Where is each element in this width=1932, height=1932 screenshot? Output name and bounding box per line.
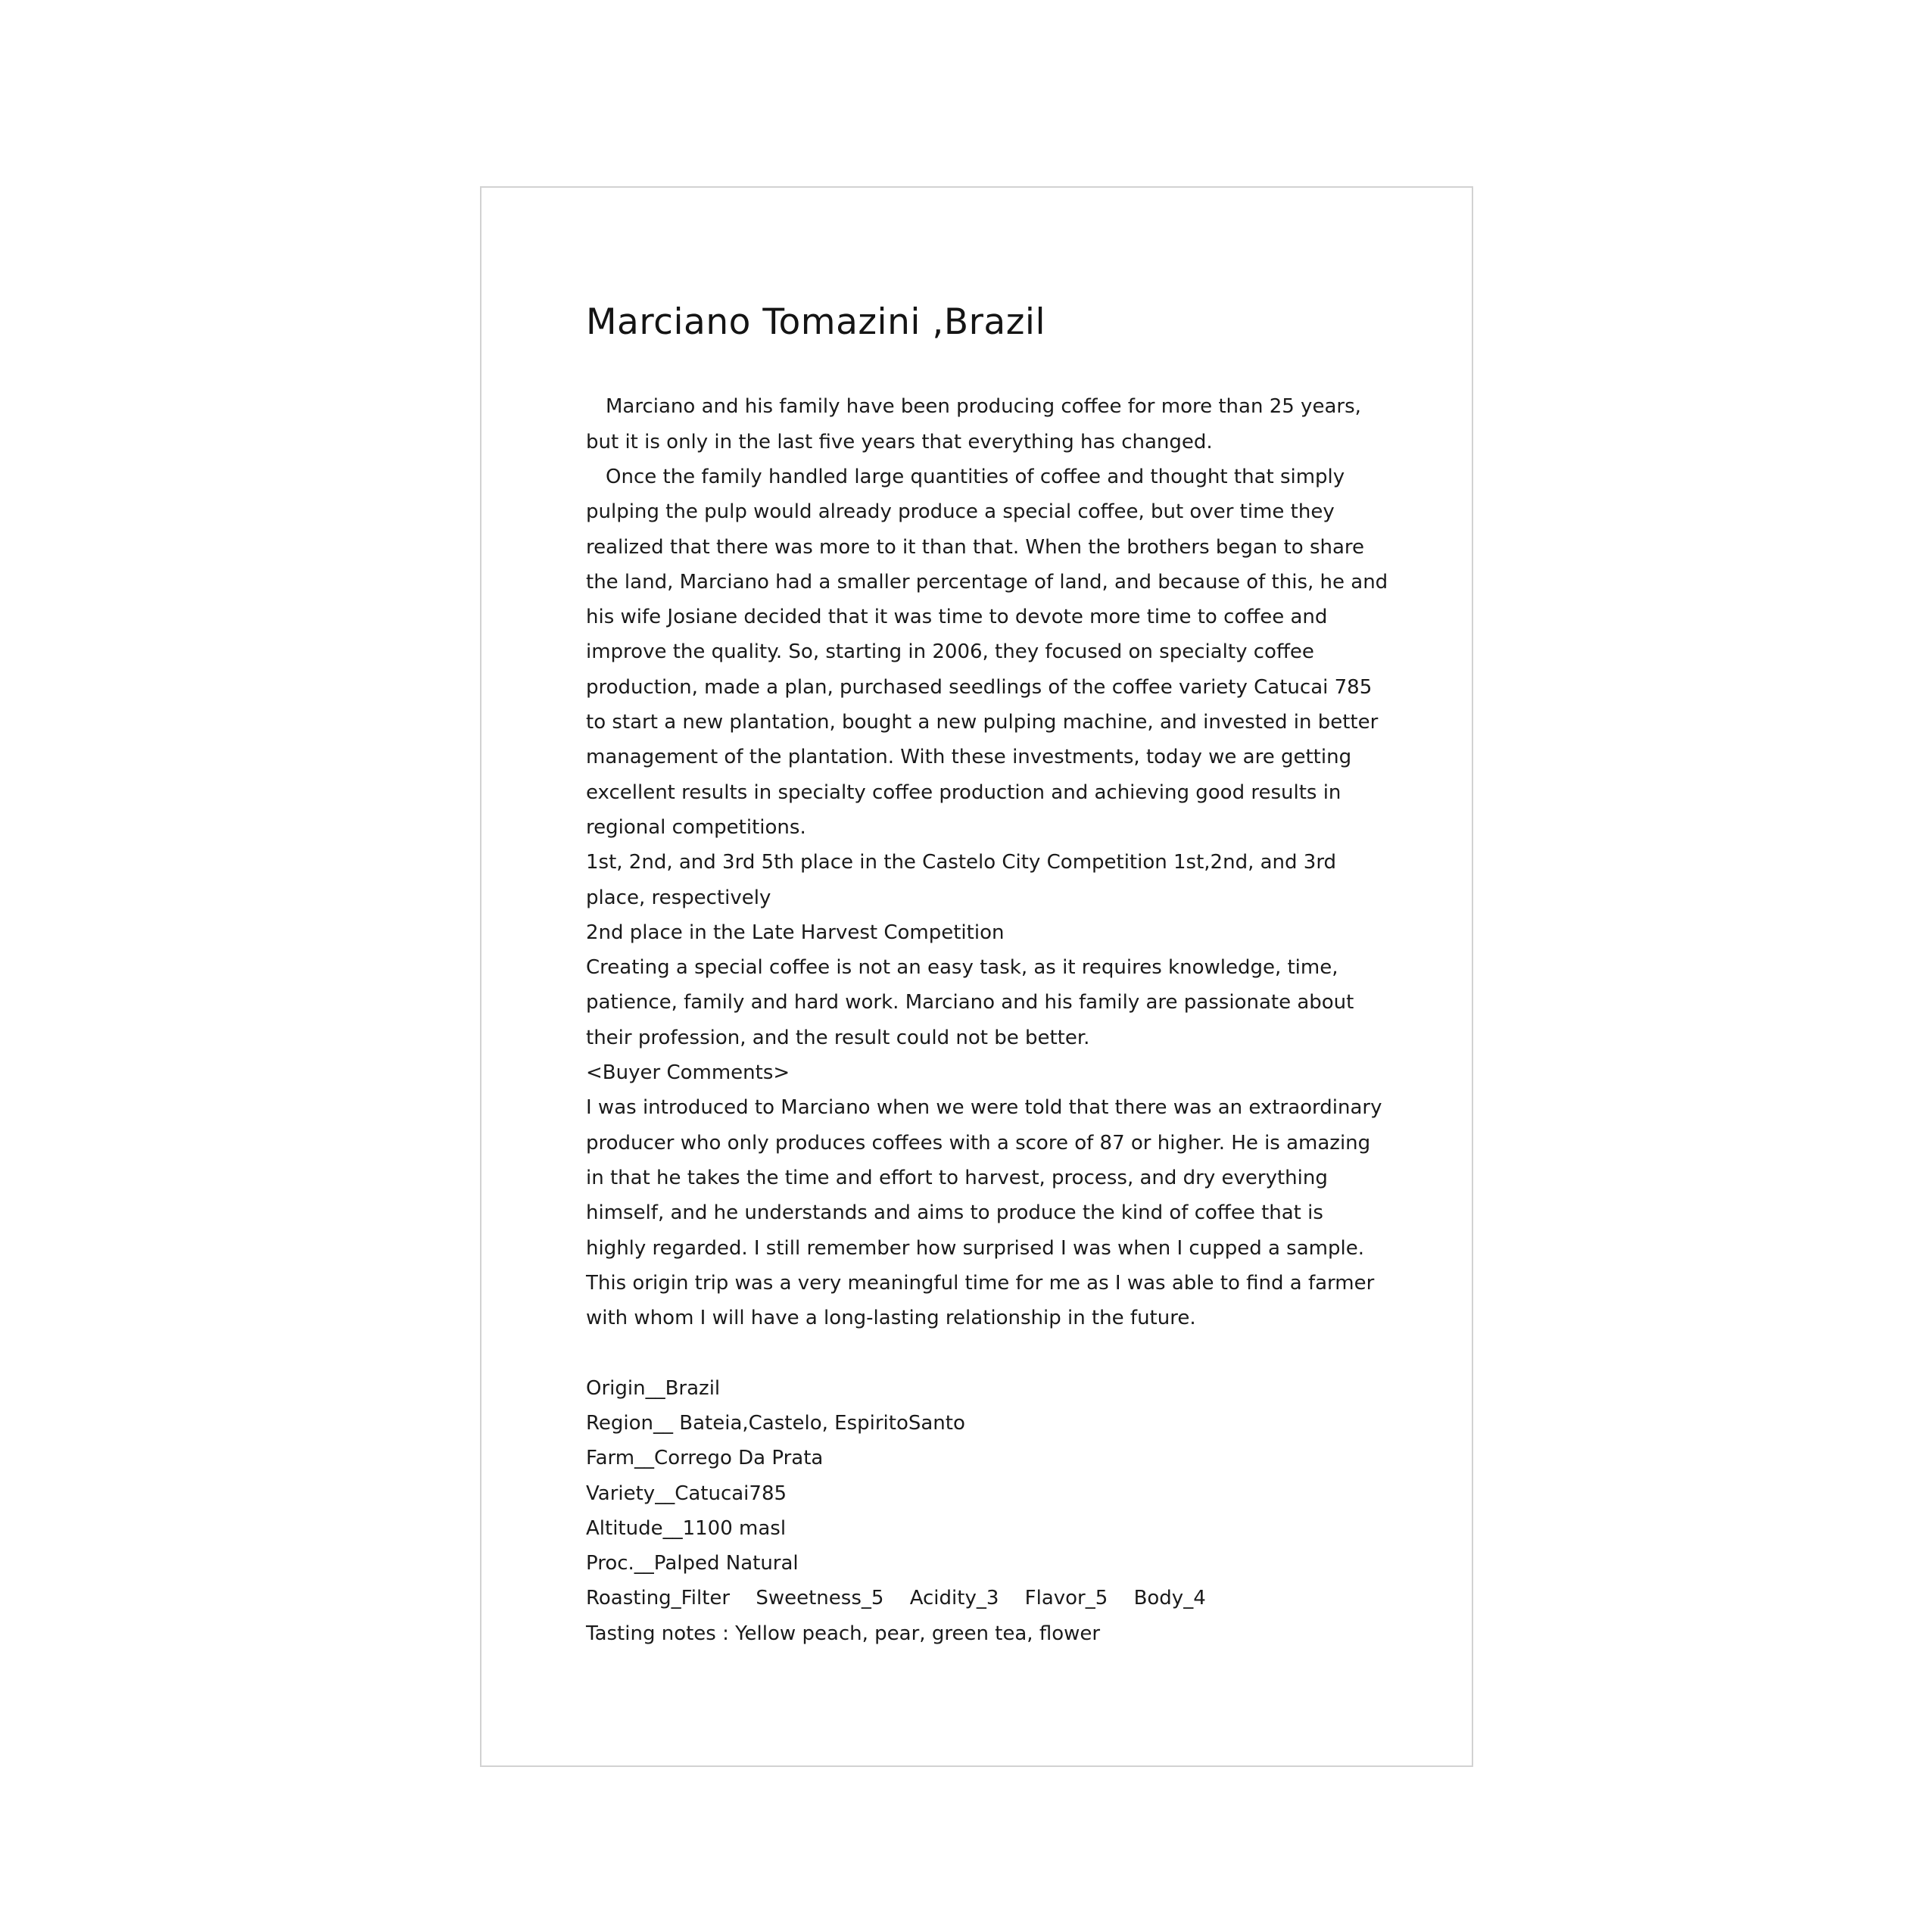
- intro-paragraph: Marciano and his family have been producing coffee for more than 25 years, but it is only in the last five years that everything has changed.: [586, 395, 1361, 453]
- buyer-comment-paragraph: I was introduced to Marciano when we were told that there was an extraordinary producer who only produces coffees with a score of 87 or higher. He is amazing in that he takes the time and effort to harvest, process, and dry everything himself, and he understands and aims to produce the kind of coffee that is highly regarded. I still remember how surprised I was when I cupped a sample. This origin trip was a very meaningful time for me as I was able to find a farmer with whom I will have a long-lasting relationship in the future.: [586, 1096, 1382, 1330]
- story-paragraph: Once the family handled large quantities of coffee and thought that simply pulping the pulp would already produce a special coffee, but over time they realized that there was more to it than that. When the brothers began to share the land, Marciano had a smaller percentage of land, and because of this, he and his wife Josiane decided that it was time to devote more time to coffee and improve the quality. So, starting in 2006, they focused on specialty coffee production, made a plan, purchased seedlings of the coffee variety Catucai 785 to start a new plantation, bought a new pulping machine, and invested in better management of the plantation. With these investments, today we are getting excellent results in specialty coffee production and achieving good results in regional competitions.: [586, 465, 1388, 839]
- award-line-2: 2nd place in the Late Harvest Competition: [586, 921, 1005, 944]
- spec-variety: Variety__Catucai785: [586, 1482, 787, 1505]
- description-body: [586, 389, 1388, 1651]
- spec-farm: Farm__Corrego Da Prata: [586, 1447, 824, 1470]
- page-title: Marciano Tomazini ,Brazil: [586, 301, 1045, 343]
- spec-region: Region__ Bateia,Castelo, EspiritoSanto: [586, 1412, 965, 1435]
- closing-paragraph: Creating a special coffee is not an easy task, as it requires knowledge, time, patience, family and hard work. Marciano and his family are passionate about their profession, and the result could not be better.: [586, 956, 1354, 1049]
- buyer-comments-heading: <Buyer Comments>: [586, 1061, 790, 1085]
- spec-flavor: Flavor_5: [1024, 1587, 1108, 1610]
- spec-profile-row: [586, 1581, 1388, 1616]
- spec-origin: Origin__Brazil: [586, 1376, 721, 1400]
- spec-acidity: Acidity_3: [909, 1587, 999, 1610]
- product-card: [480, 186, 1473, 1767]
- spec-roasting: Roasting_Filter: [586, 1587, 731, 1610]
- card-content: [586, 301, 1388, 1651]
- spec-process: Proc.__Palped Natural: [586, 1552, 799, 1575]
- section-spacer: [586, 1335, 1388, 1370]
- spec-body: Body_4: [1133, 1587, 1206, 1610]
- spec-altitude: Altitude__1100 masl: [586, 1516, 787, 1540]
- award-line-1: 1st, 2nd, and 3rd 5th place in the Castelo City Competition 1st,2nd, and 3rd place, respectively: [586, 851, 1337, 909]
- spec-sweetness: Sweetness_5: [756, 1587, 884, 1610]
- spec-tasting-notes: Tasting notes : Yellow peach, pear, green tea, flower: [586, 1622, 1101, 1645]
